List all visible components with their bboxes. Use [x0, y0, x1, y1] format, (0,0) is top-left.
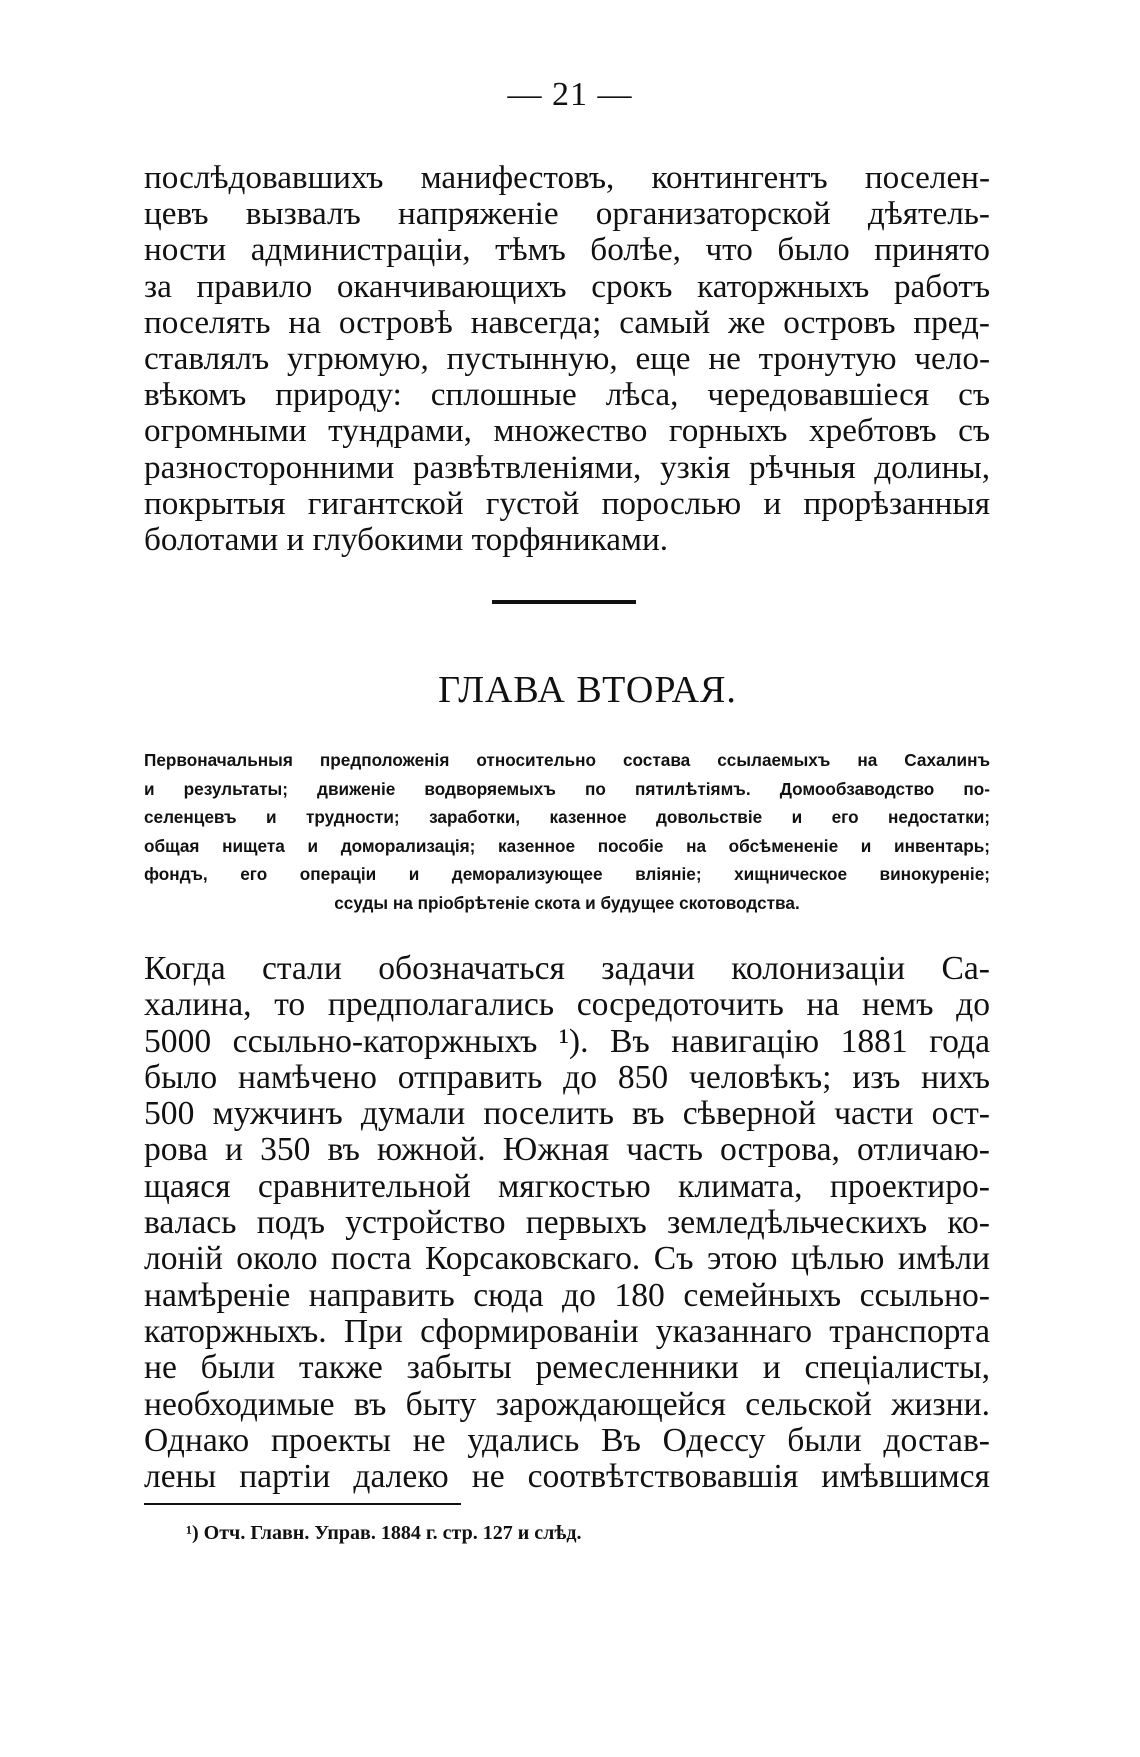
text-line: покрытыя гигантской густой порослью и прорѣзанныя	[144, 484, 990, 522]
text-line: Однако проекты не удались Въ Одессу были достав-	[144, 1421, 990, 1459]
text-line: цевъ вызвалъ напряженіе организаторской дѣятель-	[144, 195, 990, 233]
text-line: болотами и глубокими торфяниками.	[144, 521, 669, 559]
summary-line: фондъ, его операціи и деморализующее вліяніе; хищническое винокуреніе;	[144, 864, 990, 885]
footnote-divider	[144, 1503, 461, 1505]
summary-line: и результаты; движеніе водворяемыхъ по пятилѣтіямъ. Домообзаводство по-	[144, 778, 990, 799]
section-divider	[492, 600, 636, 604]
text-line: послѣдовавшихъ манифестовъ, контингентъ поселен-	[144, 159, 990, 196]
text-line: 500 мужчинъ думали поселить въ сѣверной части ост-	[144, 1095, 990, 1133]
text-line: намѣреніе направить сюда до 180 семейныхъ ссыльно-	[144, 1276, 990, 1314]
text-line: ставлялъ угрюмую, пустынную, еще не тронутую чело-	[144, 340, 990, 378]
text-line: лены партіи далеко не соотвѣтствовавшія имѣвшимся	[144, 1458, 990, 1496]
text-line: ности администраціи, тѣмъ болѣе, что было принято	[144, 231, 990, 269]
text-line: за правило оканчивающихъ срокъ каторжныхъ работъ	[144, 267, 990, 305]
text-line: огромными тундрами, множество горныхъ хребтовъ съ	[144, 412, 990, 450]
page-number: — 21 —	[507, 76, 633, 113]
text-line: было намѣчено отправить до 850 человѣкъ; изъ нихъ	[144, 1058, 990, 1096]
paragraph-chapter-start	[144, 951, 990, 1495]
text-line: рова и 350 въ южной. Южная часть острова, отличаю-	[144, 1131, 990, 1169]
text-line: 5000 ссыльно-каторжныхъ ¹). Въ навигацію 1881 года	[144, 1022, 990, 1060]
paragraph-continued	[144, 160, 990, 558]
summary-line: селенцевъ и трудности; заработки, казенное довольствіе и его недостатки;	[144, 807, 990, 828]
text-line: халина, то предполагались сосредоточить на немъ до	[144, 986, 990, 1024]
text-line: каторжныхъ. При сформированіи указаннаго транспорта	[144, 1312, 990, 1350]
text-line: лоній около поста Корсаковскаго. Съ этою цѣлью имѣли	[144, 1240, 990, 1278]
chapter-title: ГЛАВА ВТОРАЯ.	[438, 669, 737, 711]
text-line: поселять на островѣ навсегда; самый же островъ пред-	[144, 303, 990, 341]
text-line: разносторонними развѣтвленіями, узкія рѣчныя долины,	[144, 448, 990, 486]
text-line: необходимые въ быту зарождающейся сельской жизни.	[144, 1385, 990, 1423]
text-line: щаяся сравнительной мягкостью климата, проектиро-	[144, 1167, 990, 1205]
text-line: валась подъ устройство первыхъ земледѣльческихъ ко-	[144, 1204, 990, 1242]
summary-line: Первоначальныя предположенія относительно состава ссылаемыхъ на Сахалинъ	[144, 750, 990, 770]
text-line: вѣкомъ природу: сплошные лѣса, чередовавшіеся съ	[144, 376, 990, 414]
text-line: Когда стали обозначаться задачи колонизаціи Са-	[144, 950, 990, 987]
text-line: не были также забыты ремесленники и спеціалисты,	[144, 1349, 990, 1387]
summary-line: ссуды на пріобрѣтеніе скота и будущее скотоводства.	[334, 892, 800, 913]
summary-line: общая нищета и доморализація; казенное пособіе на обсѣмененіе и инвентарь;	[144, 835, 990, 856]
footnote: ¹) Отч. Главн. Управ. 1884 г. стр. 127 и слѣд.	[186, 1522, 582, 1544]
chapter-summary	[144, 746, 990, 918]
